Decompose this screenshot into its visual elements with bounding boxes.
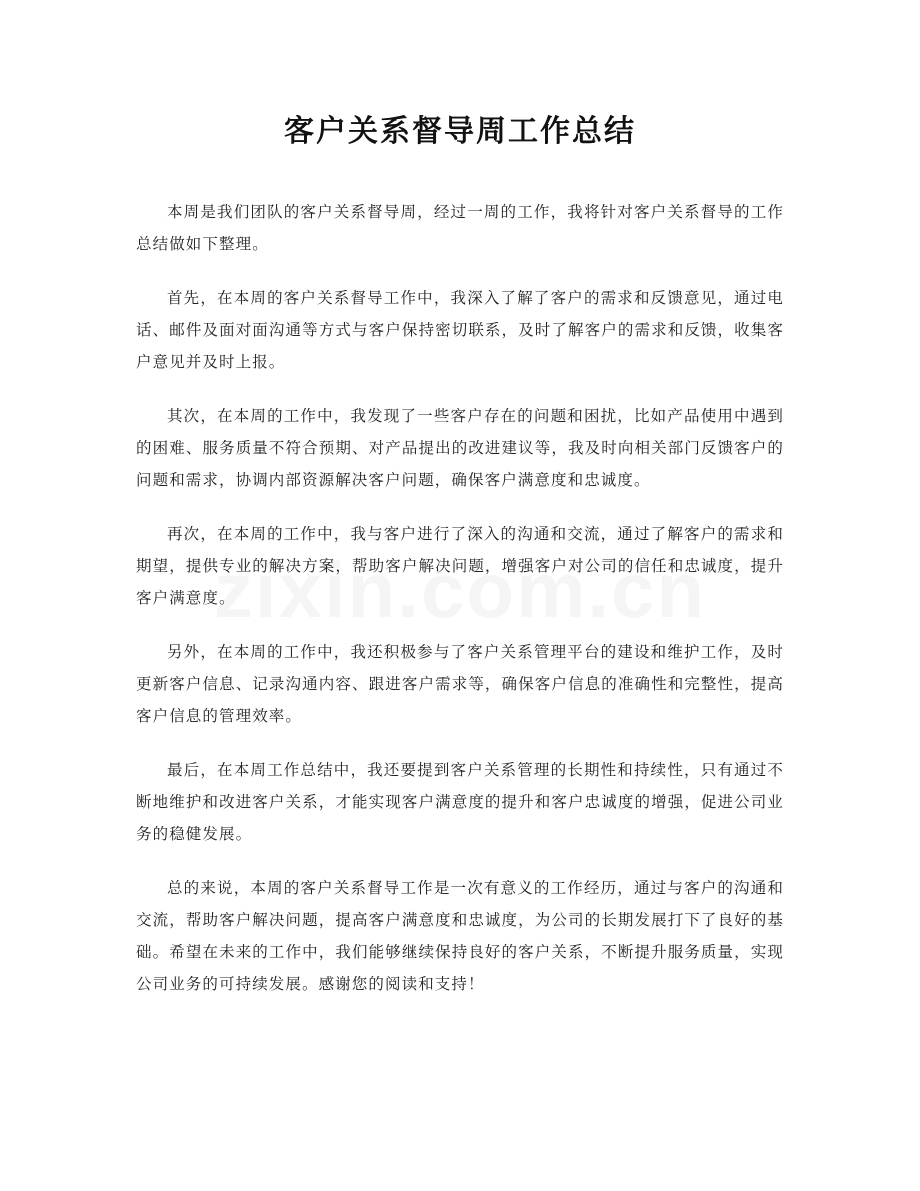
document-body: [136, 196, 784, 1000]
paragraph-second: 其次，在本周的工作中，我发现了一些客户存在的问题和困扰，比如产品使用中遇到的困难、服务质量不符合预期、对产品提出的改进建议等，我及时向相关部门反馈客户的问题和需求，协调内部资源解决客户问题，确保客户满意度和忠诚度。: [136, 407, 784, 489]
paragraph-first: 首先，在本周的客户关系督导工作中，我深入了解了客户的需求和反馈意见，通过电话、邮件及面对面沟通等方式与客户保持密切联系，及时了解客户的需求和反馈，收集客户意见并及时上报。: [136, 289, 784, 371]
document-title: 客户关系督导周工作总结: [284, 114, 636, 149]
paragraph-conclusion: 总的来说，本周的客户关系督导工作是一次有意义的工作经历，通过与客户的沟通和交流，帮助客户解决问题，提高客户满意度和忠诚度，为公司的长期发展打下了良好的基础。希望在未来的工作中，我们能够继续保持良好的客户关系，不断提升服务质量，实现公司业务的可持续发展。感谢您的阅读和支持！: [136, 879, 784, 993]
paragraph-additional: 另外，在本周的工作中，我还积极参与了客户关系管理平台的建设和维护工作，及时更新客户信息、记录沟通内容、跟进客户需求等，确保客户信息的准确性和完整性，提高客户信息的管理效率。: [136, 643, 784, 725]
paragraph-intro: 本周是我们团队的客户关系督导周，经过一周的工作，我将针对客户关系督导的工作总结做如下整理。: [136, 203, 784, 253]
paragraph-third: 再次，在本周的工作中，我与客户进行了深入的沟通和交流，通过了解客户的需求和期望，提供专业的解决方案，帮助客户解决问题，增强客户对公司的信任和忠诚度，提升客户满意度。: [136, 525, 784, 607]
paragraph-last: 最后，在本周工作总结中，我还要提到客户关系管理的长期性和持续性，只有通过不断地维护和改进客户关系，才能实现客户满意度的提升和客户忠诚度的增强，促进公司业务的稳健发展。: [136, 761, 784, 843]
